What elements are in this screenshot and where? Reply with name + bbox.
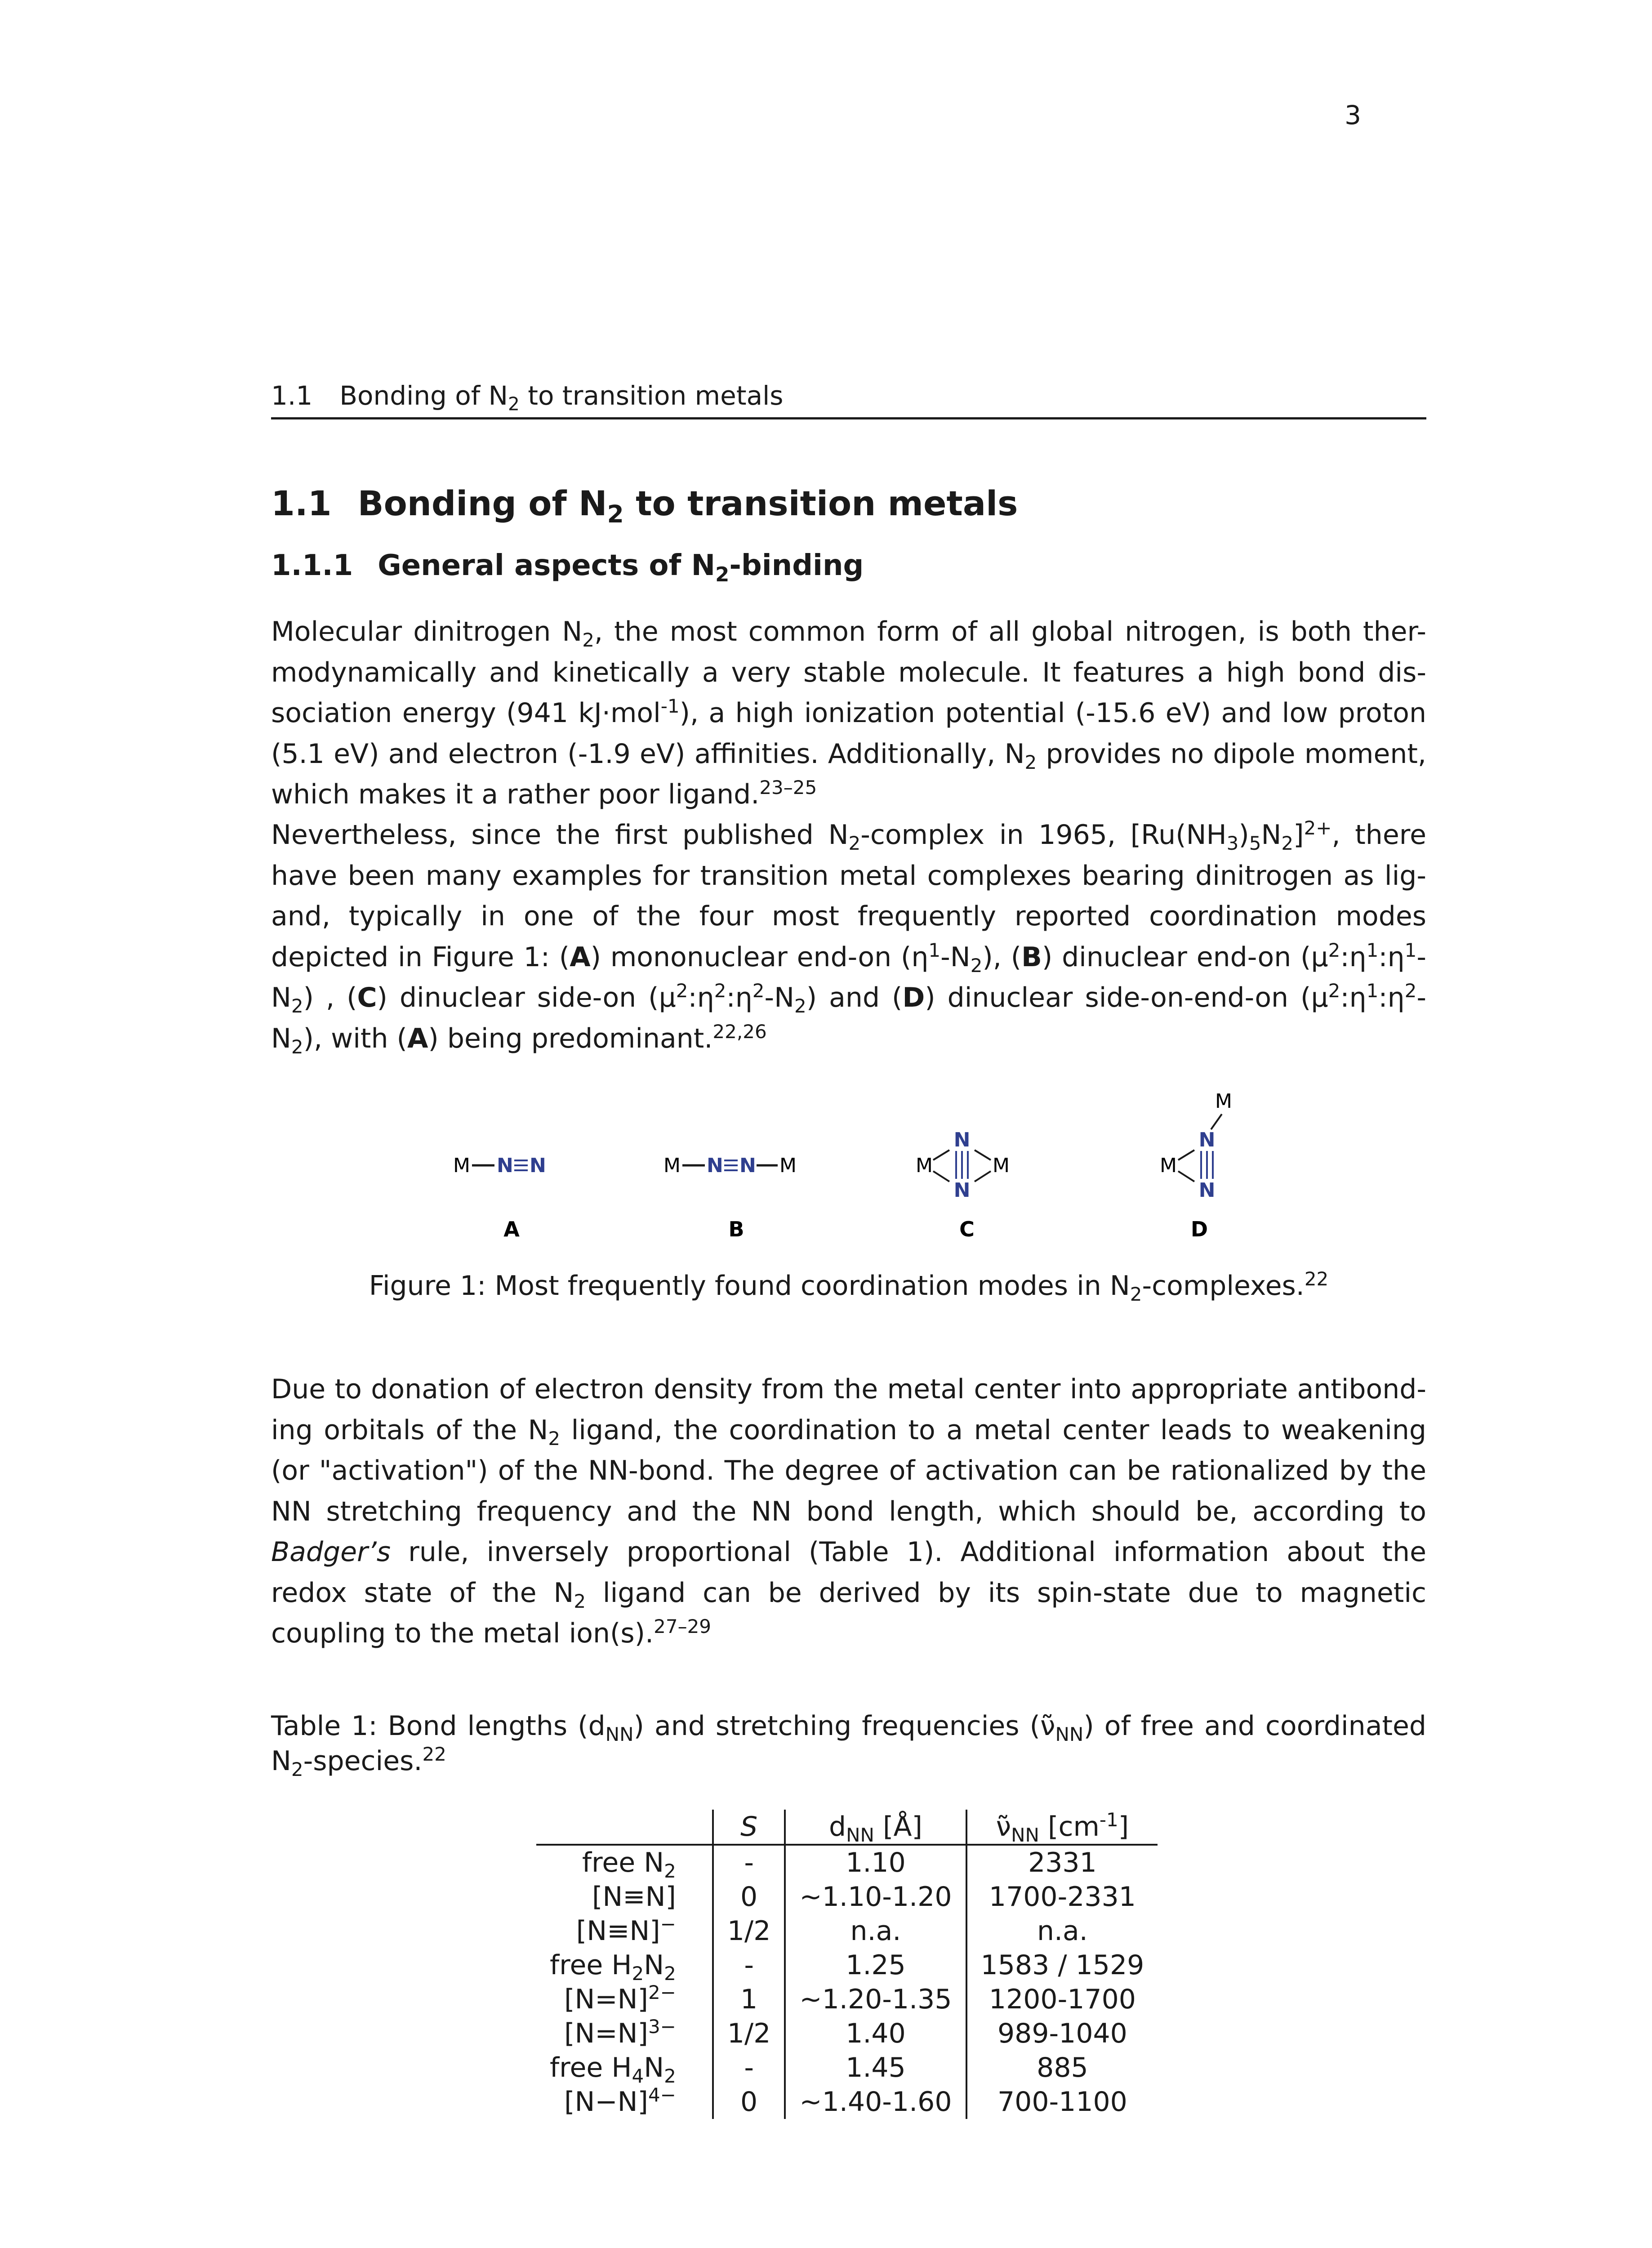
mode-d-structure bbox=[1160, 1090, 1232, 1202]
species-cell: free $N_2$ bbox=[582, 1847, 676, 1882]
species-cell: free $H_2N_2$ bbox=[550, 1949, 676, 1985]
table-row bbox=[536, 1845, 1158, 1880]
table-caption: Table 1: Bond lengths $(d_{NN})$ and stretching frequencies $(\nũ_{NN})$ of free and coordinated $N_2-species.^{22}$ bbox=[271, 1710, 1427, 1780]
running-header-number: 1.1 bbox=[271, 380, 313, 411]
bond-length-cell: n.a. bbox=[785, 1914, 966, 1948]
bond-length-cell: 1.25 bbox=[785, 1948, 966, 1982]
frequency-cell: n.a. bbox=[966, 1914, 1158, 1948]
atom-metal: M bbox=[1160, 1154, 1177, 1177]
atom-nitrogen: N bbox=[497, 1154, 513, 1177]
figure-label-a: A bbox=[503, 1217, 520, 1241]
frequency-cell: 1200-1700 bbox=[966, 1982, 1158, 2016]
atom-nitrogen: N bbox=[707, 1154, 723, 1177]
atom-metal: M bbox=[916, 1154, 933, 1177]
header-species bbox=[536, 1810, 713, 1845]
section-title: 1.1 Bonding of $N_2$ to transition metals bbox=[271, 483, 1018, 529]
bond-triple bbox=[514, 1160, 528, 1170]
spin-cell: 1 bbox=[713, 1982, 785, 2016]
figure-label-c: C bbox=[959, 1217, 975, 1241]
figure-label-d: D bbox=[1190, 1217, 1208, 1241]
frequency-cell: 2331 bbox=[966, 1845, 1158, 1880]
citation: 23–25 bbox=[759, 776, 817, 798]
bond-triple bbox=[724, 1160, 738, 1170]
citation: 22 bbox=[1304, 1268, 1329, 1290]
atom-nitrogen: N bbox=[739, 1154, 756, 1177]
atom-nitrogen: N bbox=[1198, 1179, 1216, 1202]
atom-metal: M bbox=[453, 1154, 470, 1177]
spin-cell: 0 bbox=[713, 1880, 785, 1914]
species-cell: free $H_4N_2$ bbox=[550, 2052, 676, 2087]
subsection-number: 1.1.1 bbox=[271, 549, 353, 582]
citation: 22,26 bbox=[712, 1020, 767, 1043]
paragraph-2: Nevertheless, since the first published $N_2$-complex in 1965, $[Ru(NH_3)_5N_2]^{2+}$, there have been many examples for transition metal complexes bearing dinitrogen as lig-and, typically in one of the four most frequently reported coordination modes depicted in Figure 1: (A) mononuclear end-on $(\eta^1-N_2)$, (B) dinuclear end-on $(\mu^2:\eta^1:\eta^1-N_2)$ , (C) dinuclear side-on $(\mu^2:\eta^2:\eta^2-N_2)$ and (D) dinuclear side-on-end-on $(\mu^2:\eta^1:\eta^2-N_2)$, with (A) being predominant.$^{22,26}$ bbox=[271, 817, 1427, 1058]
frequency-cell: 989-1040 bbox=[966, 2016, 1158, 2051]
spin-cell: - bbox=[713, 2051, 785, 2085]
page-number: 3 bbox=[1345, 100, 1361, 130]
mode-c-structure bbox=[916, 1128, 1010, 1202]
figure-caption: Figure 1: Most frequently found coordination modes in $N_2-complexes.^{22}$ bbox=[369, 1268, 1329, 1305]
header-bond-length: $d_{NN}$ [Å] bbox=[785, 1810, 966, 1845]
frequency-cell: 1583 / 1529 bbox=[966, 1948, 1158, 1982]
figure-label-b: B bbox=[728, 1217, 744, 1241]
citation: 27–29 bbox=[654, 1615, 712, 1637]
frequency-cell: 885 bbox=[966, 2051, 1158, 2085]
atom-nitrogen: N bbox=[530, 1154, 546, 1177]
table-row bbox=[536, 1948, 1158, 1982]
bond-table bbox=[536, 1810, 1158, 2119]
running-header: 1.1 Bonding of $N_2$ to transition metals bbox=[271, 377, 1426, 419]
bond-triple bbox=[956, 1151, 968, 1179]
table-row bbox=[536, 1880, 1158, 1914]
bond-triple bbox=[1201, 1151, 1213, 1179]
bond-length-cell: ~1.40-1.60 bbox=[785, 2085, 966, 2119]
mode-a-structure bbox=[453, 1154, 546, 1177]
header-spin: S bbox=[713, 1810, 785, 1845]
species-cell: [N=N]$^{2-}$ bbox=[564, 1981, 676, 2015]
paragraph-3: Due to donation of electron density from the metal center into appropriate antibond-ing orbitals of the $N_2$ ligand, the coordination to a metal center leads to weakening (or "activation") of the NN-bond. The degree of activation can be rationalized by the NN stretching frequency and the NN bond length, which should be, according to Badger’s rule, inversely proportional (Table 1). Additional information about the redox state of the $N_2$ ligand can be derived by its spin-state due to magnetic coupling to the metal ion(s).$^{27-29}$ bbox=[271, 1374, 1427, 1649]
atom-nitrogen: N bbox=[953, 1179, 971, 1202]
frequency-cell: 1700-2331 bbox=[966, 1880, 1158, 1914]
figure-drawing bbox=[405, 1079, 1259, 1250]
species-cell: [N≡N]− bbox=[576, 1913, 676, 1947]
spin-cell: - bbox=[713, 1845, 785, 1880]
table-row bbox=[536, 1914, 1158, 1948]
bond-length-cell: ~1.10-1.20 bbox=[785, 1880, 966, 1914]
atom-nitrogen: N bbox=[1198, 1128, 1216, 1151]
header-frequency: $\nũ_{NN}$ $[cm^{-1}]$ bbox=[966, 1810, 1158, 1845]
atom-nitrogen: N bbox=[953, 1128, 971, 1151]
table-row bbox=[536, 1982, 1158, 2016]
table-row bbox=[536, 2016, 1158, 2051]
species-cell: [N=N]$^{3-}$ bbox=[564, 2016, 676, 2049]
species-cell: [N≡N] bbox=[592, 1881, 676, 1913]
paragraph-1: Molecular dinitrogen $N_2$, the most common form of all global nitrogen, is both ther-modynamically and kinetically a very stable molecule. It features a high bond dis-sociation energy (941 kJ·mol$^{-1}$), a high ionization potential (-15.6 eV) and low proton (5.1 eV) and electron (-1.9 eV) affinities. Additionally, $N_2$ provides no dipole moment, which makes it a rather poor ligand.$^{23-25}$ bbox=[271, 616, 1427, 810]
table-row bbox=[536, 2051, 1158, 2085]
table-row bbox=[536, 2085, 1158, 2119]
bond-length-cell: 1.10 bbox=[785, 1845, 966, 1880]
atom-metal: M bbox=[779, 1154, 797, 1177]
frequency-cell: 700-1100 bbox=[966, 2085, 1158, 2119]
bond-length-cell: 1.45 bbox=[785, 2051, 966, 2085]
figure-coordination-modes bbox=[405, 1079, 1259, 1250]
spin-cell: 0 bbox=[713, 2085, 785, 2119]
subsection-title: 1.1.1 General aspects of $N_2$-binding bbox=[271, 549, 864, 586]
atom-metal: M bbox=[1215, 1090, 1232, 1113]
bond-length-cell: 1.40 bbox=[785, 2016, 966, 2051]
atom-metal: M bbox=[663, 1154, 681, 1177]
bond-side-on bbox=[1178, 1150, 1194, 1182]
mode-b-structure bbox=[663, 1154, 797, 1177]
table-header-row bbox=[536, 1810, 1158, 1845]
atom-metal: M bbox=[993, 1154, 1010, 1177]
citation: 22 bbox=[422, 1743, 446, 1765]
spin-cell: 1/2 bbox=[713, 2016, 785, 2051]
bond-length-cell: ~1.20-1.35 bbox=[785, 1982, 966, 2016]
spin-cell: 1/2 bbox=[713, 1914, 785, 1948]
bond-end-on bbox=[1211, 1114, 1222, 1129]
species-cell: $[N-N]^{4-}$ bbox=[564, 2084, 676, 2118]
spin-cell: - bbox=[713, 1948, 785, 1982]
section-number: 1.1 bbox=[271, 483, 332, 523]
